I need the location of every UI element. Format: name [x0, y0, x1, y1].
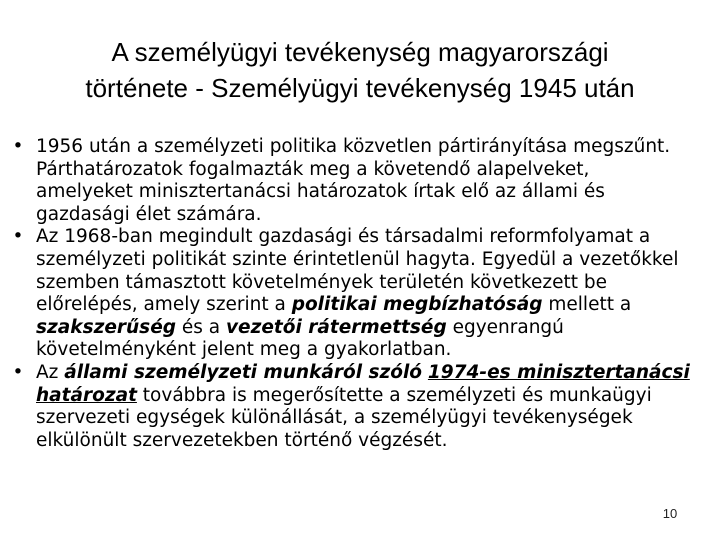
- bullet-list: [12, 136, 696, 452]
- bullet-2-line-1: Az 1968-ban megindult gazdasági és társadalmi reformfolyamat a: [36, 226, 651, 248]
- page-number: 10: [662, 506, 678, 521]
- text-run: egyenrangú: [446, 316, 564, 338]
- bullet-3-line-4: elkülönült szervezetekben történő végzését.: [36, 429, 448, 451]
- text-run: mellett a: [542, 294, 632, 316]
- bullet-item-2: [12, 226, 696, 362]
- bullet-2-line-5: [36, 317, 696, 340]
- bullet-1-line-4: gazdasági élet számára.: [36, 203, 262, 225]
- bullet-1-line-1: 1956 után a személyzeti politika közvetlen pártirányítása megszűnt.: [36, 136, 671, 157]
- bullet-2-line-6: követelményként jelent meg a gyakorlatban.: [36, 339, 452, 361]
- bullet-1-line-3: amelyeket minisztertanácsi határozatok írtak elő az állami és: [36, 181, 605, 203]
- emphasis-leadership-aptitude: vezetői rátermettség: [226, 316, 447, 338]
- emphasis-decree: határozat: [36, 384, 137, 406]
- bullet-3-line-2: [36, 385, 696, 408]
- emphasis-state-personnel-work: állami személyzeti munkáról szóló: [64, 361, 423, 383]
- bullet-icon: •: [12, 226, 24, 248]
- text-run: és a: [176, 316, 226, 338]
- title-line-2: története - Személyügyi tevékenység 1945 után: [85, 73, 635, 103]
- text-run: Az: [36, 361, 65, 383]
- emphasis-political-reliability: politikai megbízhatóság: [291, 294, 543, 316]
- bullet-3-line-1: [36, 362, 696, 385]
- bullet-icon: •: [12, 136, 24, 157]
- slide-title: [20, 34, 700, 106]
- bullet-icon: •: [12, 361, 24, 383]
- title-line-1: A személyügyi tevékenység magyarországi: [111, 37, 609, 67]
- bullet-3-line-3: szervezeti egységek különállását, a személyügyi tevékenységek: [36, 407, 633, 429]
- bullet-1-line-2: Párthatározatok fogalmazták meg a követendő alapelveket,: [36, 158, 590, 180]
- bullet-2-line-4: [36, 294, 696, 317]
- text-run: továbbra is megerősítette a személyzeti és munkaügyi: [136, 384, 652, 406]
- bullet-2-line-3: szemben támasztott követelmények területén következett be: [36, 271, 607, 293]
- emphasis-professionalism: szakszerűség: [36, 316, 176, 338]
- bullet-item-3: [12, 361, 696, 452]
- emphasis-1974-decree: 1974-es minisztertanácsi: [427, 361, 690, 383]
- bullet-item-1: [12, 136, 696, 226]
- text-run: előrelépés, amely szerint a: [36, 294, 292, 316]
- bullet-2-line-2: személyzeti politikát szinte érintetlenül hagyta. Egyedül a vezetőkkel: [36, 248, 679, 270]
